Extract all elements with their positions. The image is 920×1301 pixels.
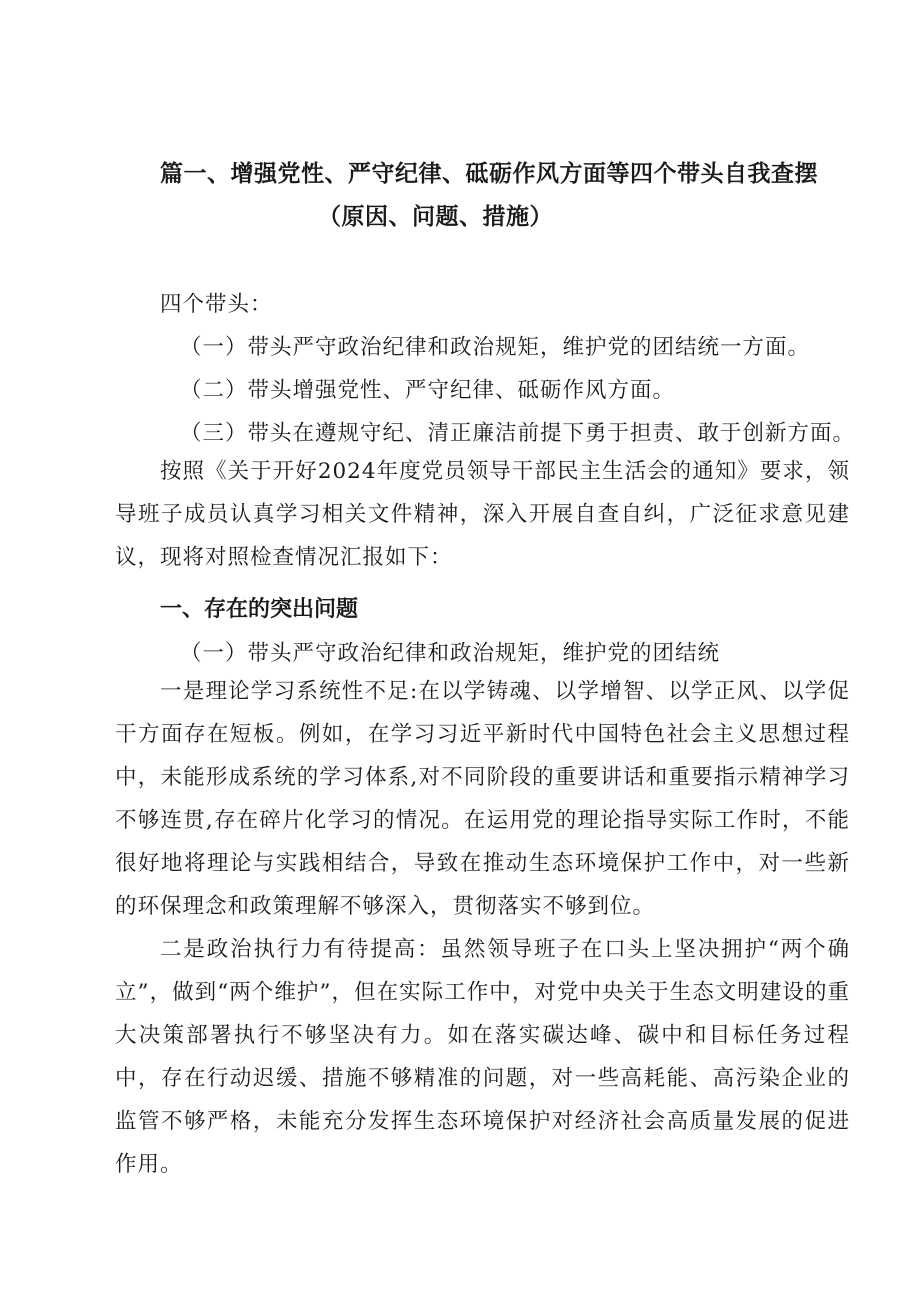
subsection1-heading: （一）带头严守政治纪律和政治规矩，维护党的团结统 [180,641,721,666]
item-1: （一）带头严守政治纪律和政治规矩，维护党的团结统一方面。 [180,335,811,360]
item-3: （三）带头在遵规守纪、清正廉洁前提下勇于担责、敢于创新方面。 [180,421,856,446]
paragraph-2: 二是政治执行力有待提高：虽然领导班子在口头上坚决拥护“两个确立”，做到“两个维护”，但在实际工作中，对党中央关于生态文明建设的重大决策部署执行不够坚决有力。如在落实碳达峰、碳中和目标任务过程中，存在行动迟缓、措施不够精准的问题，对一些高耗能、高污染企业的监管不够严格，未能充分发挥生态环境保护对经济社会高质量发展的促进作用。 [115,937,850,1177]
paragraph-1: 一是理论学习系统性不足:在以学铸魂、以学增智、以学正风、以学促干方面存在短板。例如，在学习习近平新时代中国特色社会主义思想过程中，未能形成系统的学习体系,对不同阶段的重要讲话和重要指示精神学习不够连贯,存在碎片化学习的情况。在运用党的理论指导实际工作时，不能很好地将理论与实践相结合，导致在推动生态环境保护工作中，对一些新的环保理念和政策理解不够深入，贯彻落实不够到位。 [115,679,850,919]
document-title-line1: 篇一、增强党性、严守纪律、砥砺作风方面等四个带头自我查摆 [160,161,818,187]
intro-label: 四个带头： [160,292,273,317]
lead-paragraph: 按照《关于开好2024年度党员领导干部民主生活会的通知》要求，领导班子成员认真学习相关文件精神，深入开展自查自纠，广泛征求意见建议，现将对照检查情况汇报如下： [115,459,850,570]
section1-heading: 一、存在的突出问题 [160,597,359,622]
item-2: （二）带头增强党性、严守纪律、砥砺作风方面。 [180,378,676,403]
document-title-line2: （原因、问题、措施） [318,204,553,230]
